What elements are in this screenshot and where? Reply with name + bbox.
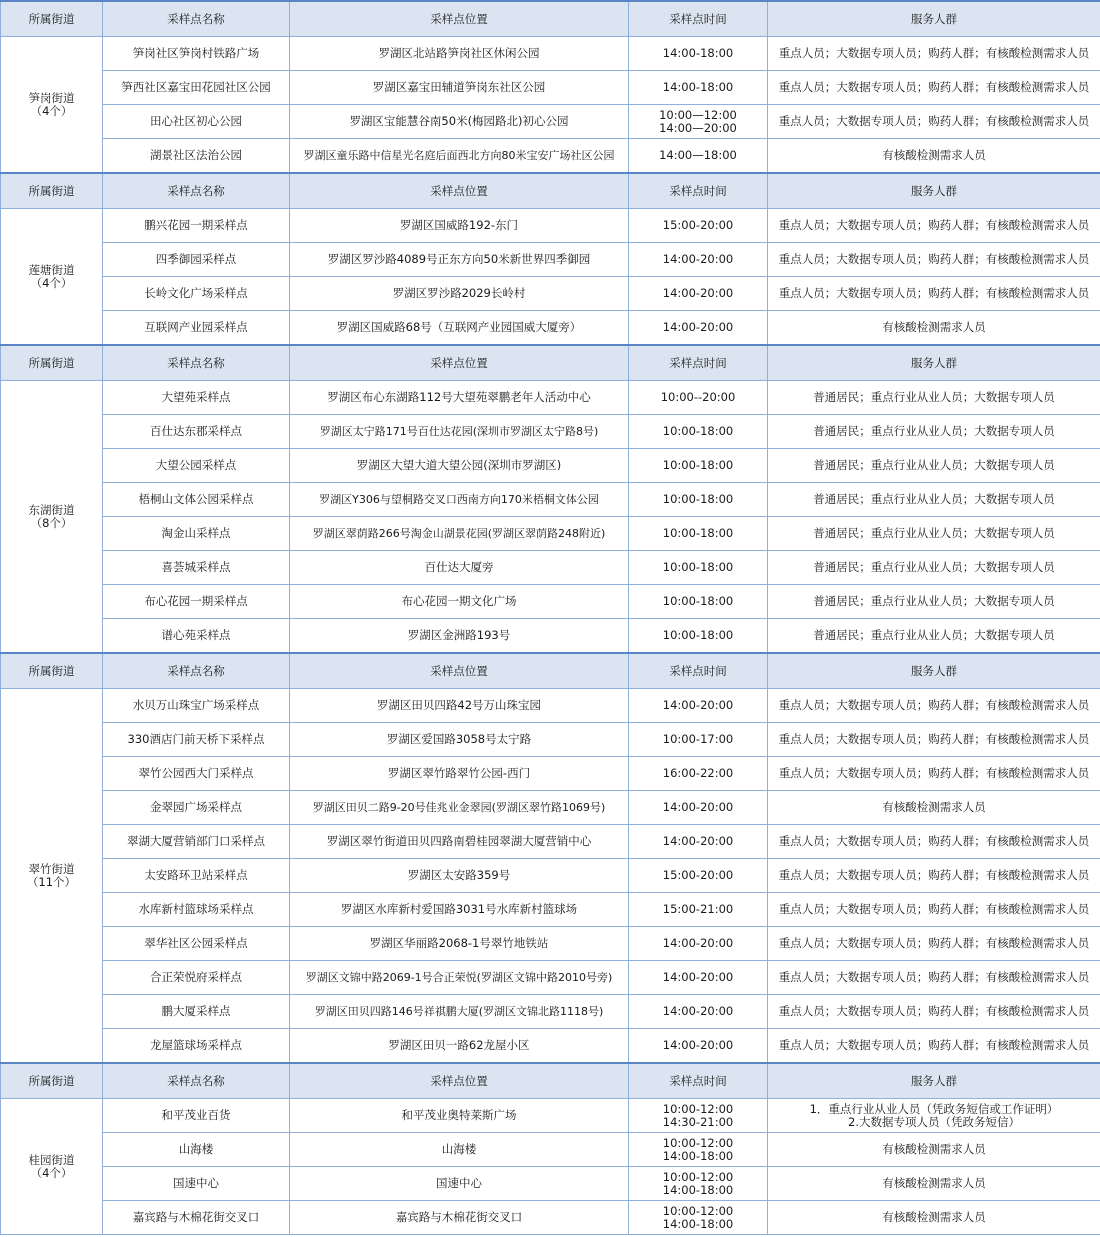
header-site-location: 采样点位置 — [290, 653, 629, 689]
service-group-cell: 普通居民；重点行业从业人员；大数据专项人员 — [768, 551, 1100, 585]
site-name-cell: 水贝万山珠宝广场采样点 — [103, 689, 290, 723]
site-location-cell: 罗湖区大望大道大望公园(深圳市罗湖区) — [290, 449, 629, 483]
site-location-cell: 罗湖区宝能慧谷南50米(梅园路北)初心公园 — [290, 105, 629, 139]
site-time-cell: 14:00-20:00 — [629, 791, 768, 825]
street-count: （8个） — [30, 515, 73, 530]
site-time-cell-line: 14:30-21:00 — [662, 1114, 734, 1129]
table-row — [1, 927, 1100, 961]
site-location-cell: 百仕达大厦旁 — [290, 551, 629, 585]
service-group-cell: 重点人员；大数据专项人员；购药人群；有核酸检测需求人员 — [768, 37, 1100, 71]
site-time-cell: 14:00-20:00 — [629, 311, 768, 346]
site-location-cell: 罗湖区田贝一路62龙屋小区 — [290, 1029, 629, 1064]
site-location-cell: 罗湖区Y306与望桐路交叉口西南方向170米梧桐文体公园 — [290, 483, 629, 517]
header-site-time: 采样点时间 — [629, 345, 768, 381]
table-row — [1, 37, 1100, 71]
site-name-cell: 国速中心 — [103, 1167, 290, 1201]
site-time-cell — [629, 105, 768, 139]
site-location-cell: 嘉宾路与木棉花街交叉口 — [290, 1201, 629, 1235]
site-name-cell: 长岭文化广场采样点 — [103, 277, 290, 311]
service-group-cell: 重点人员；大数据专项人员；购药人群；有核酸检测需求人员 — [768, 893, 1100, 927]
street-count: （4个） — [30, 1165, 73, 1180]
site-name-cell: 互联网产业园采样点 — [103, 311, 290, 346]
site-time-cell-line: 14:00-18:00 — [662, 1216, 734, 1231]
table-body — [1, 1, 1100, 1235]
header-site-location: 采样点位置 — [290, 345, 629, 381]
site-location-cell: 罗湖区北站路笋岗社区休闲公园 — [290, 37, 629, 71]
table-row — [1, 893, 1100, 927]
service-group-cell: 重点人员；大数据专项人员；购药人群；有核酸检测需求人员 — [768, 961, 1100, 995]
site-name-cell: 布心花园一期采样点 — [103, 585, 290, 619]
street-count: （11个） — [26, 874, 77, 889]
table-row — [1, 415, 1100, 449]
header-service-group: 服务人群 — [768, 653, 1100, 689]
site-time-cell — [629, 1133, 768, 1167]
service-group-cell: 有核酸检测需求人员 — [768, 139, 1100, 174]
site-time-cell: 10:00-18:00 — [629, 415, 768, 449]
street-cell — [1, 37, 103, 174]
site-time-cell: 16:00-22:00 — [629, 757, 768, 791]
site-time-cell: 14:00-20:00 — [629, 689, 768, 723]
site-time-cell: 15:00-20:00 — [629, 209, 768, 243]
site-location-cell: 罗湖区罗沙路2029长岭村 — [290, 277, 629, 311]
service-group-cell: 重点人员；大数据专项人员；购药人群；有核酸检测需求人员 — [768, 243, 1100, 277]
site-location-cell: 山海楼 — [290, 1133, 629, 1167]
header-row — [1, 653, 1100, 689]
site-location-cell: 罗湖区翠竹街道田贝四路南碧桂园翠湖大厦营销中心 — [290, 825, 629, 859]
table-row — [1, 381, 1100, 415]
site-time-cell — [629, 1167, 768, 1201]
site-time-cell: 10:00-18:00 — [629, 585, 768, 619]
table-row — [1, 757, 1100, 791]
site-time-cell: 14:00-20:00 — [629, 927, 768, 961]
site-name-cell: 太安路环卫站采样点 — [103, 859, 290, 893]
site-time-cell-line: 14:00-18:00 — [662, 1148, 734, 1163]
site-time-cell: 10:00-18:00 — [629, 551, 768, 585]
header-service-group: 服务人群 — [768, 173, 1100, 209]
table-row — [1, 551, 1100, 585]
site-location-cell: 罗湖区翠荫路266号淘金山湖景花园(罗湖区翠荫路248附近) — [290, 517, 629, 551]
site-name-cell: 合正荣悦府采样点 — [103, 961, 290, 995]
site-time-cell: 14:00-18:00 — [629, 37, 768, 71]
table-row — [1, 995, 1100, 1029]
street-cell — [1, 381, 103, 654]
site-name-cell: 梧桐山文体公园采样点 — [103, 483, 290, 517]
site-name-cell: 大望苑采样点 — [103, 381, 290, 415]
site-time-cell-line: 10:00-12:00 — [662, 1204, 734, 1218]
site-name-cell: 鹏大厦采样点 — [103, 995, 290, 1029]
site-name-cell: 330酒店门前天桥下采样点 — [103, 723, 290, 757]
site-location-cell: 罗湖区嘉宝田辅道笋岗东社区公园 — [290, 71, 629, 105]
service-group-cell: 重点人员；大数据专项人员；购药人群；有核酸检测需求人员 — [768, 757, 1100, 791]
site-time-cell: 14:00-20:00 — [629, 995, 768, 1029]
site-name-cell: 山海楼 — [103, 1133, 290, 1167]
site-location-cell: 布心花园一期文化广场 — [290, 585, 629, 619]
table-row — [1, 277, 1100, 311]
header-site-time: 采样点时间 — [629, 1, 768, 37]
service-group-cell: 普通居民；重点行业从业人员；大数据专项人员 — [768, 585, 1100, 619]
site-name-cell: 鹏兴花园一期采样点 — [103, 209, 290, 243]
service-group-cell: 重点人员；大数据专项人员；购药人群；有核酸检测需求人员 — [768, 859, 1100, 893]
street-count: （4个） — [30, 275, 73, 290]
service-group-cell — [768, 1099, 1100, 1133]
header-service-group: 服务人群 — [768, 1, 1100, 37]
site-name-cell: 大望公园采样点 — [103, 449, 290, 483]
header-street: 所属街道 — [1, 173, 103, 209]
table-row — [1, 723, 1100, 757]
street-name: 桂园街道 — [28, 1152, 75, 1167]
site-name-cell: 四季御园采样点 — [103, 243, 290, 277]
site-location-cell: 罗湖区国威路68号（互联网产业园国威大厦旁） — [290, 311, 629, 346]
site-time-cell: 10:00-18:00 — [629, 619, 768, 654]
header-service-group: 服务人群 — [768, 345, 1100, 381]
site-location-cell: 罗湖区太宁路171号百仕达花园(深圳市罗湖区太宁路8号) — [290, 415, 629, 449]
site-location-cell: 罗湖区国威路192-东门 — [290, 209, 629, 243]
table-row — [1, 517, 1100, 551]
service-group-cell: 普通居民；重点行业从业人员；大数据专项人员 — [768, 517, 1100, 551]
site-time-cell: 14:00-20:00 — [629, 277, 768, 311]
table-row — [1, 961, 1100, 995]
service-group-cell: 普通居民；重点行业从业人员；大数据专项人员 — [768, 449, 1100, 483]
service-group-cell: 重点人员；大数据专项人员；购药人群；有核酸检测需求人员 — [768, 277, 1100, 311]
table-row — [1, 71, 1100, 105]
site-time-cell: 14:00-20:00 — [629, 961, 768, 995]
site-time-cell: 14:00-20:00 — [629, 1029, 768, 1064]
site-location-cell: 国速中心 — [290, 1167, 629, 1201]
site-time-cell-line: 10:00—12:00 — [659, 108, 737, 122]
site-location-cell: 罗湖区田贝二路9-20号佳兆业金翠园(罗湖区翠竹路1069号) — [290, 791, 629, 825]
site-location-cell: 罗湖区华丽路2068-1号翠竹地铁站 — [290, 927, 629, 961]
site-location-cell: 罗湖区文锦中路2069-1号合正荣悦(罗湖区文锦中路2010号旁) — [290, 961, 629, 995]
service-group-cell: 普通居民；重点行业从业人员；大数据专项人员 — [768, 415, 1100, 449]
street-name: 东湖街道 — [28, 502, 75, 517]
site-time-cell-line: 14:00—20:00 — [659, 120, 737, 135]
header-street: 所属街道 — [1, 1063, 103, 1099]
site-location-cell: 罗湖区布心东湖路112号大望苑翠鹏老年人活动中心 — [290, 381, 629, 415]
header-site-name: 采样点名称 — [103, 1063, 290, 1099]
table-row — [1, 791, 1100, 825]
table-row — [1, 139, 1100, 174]
service-group-cell: 有核酸检测需求人员 — [768, 311, 1100, 346]
table-row — [1, 689, 1100, 723]
site-name-cell: 翠竹公园西大门采样点 — [103, 757, 290, 791]
site-time-cell: 10:00-18:00 — [629, 517, 768, 551]
service-group-cell: 普通居民；重点行业从业人员；大数据专项人员 — [768, 381, 1100, 415]
site-time-cell: 10:00-17:00 — [629, 723, 768, 757]
street-cell — [1, 1099, 103, 1235]
site-name-cell: 翠湖大厦营销部门口采样点 — [103, 825, 290, 859]
site-name-cell: 水库新村篮球场采样点 — [103, 893, 290, 927]
site-name-cell: 龙屋篮球场采样点 — [103, 1029, 290, 1064]
header-site-time: 采样点时间 — [629, 653, 768, 689]
service-group-cell: 有核酸检测需求人员 — [768, 1167, 1100, 1201]
site-time-cell: 15:00-21:00 — [629, 893, 768, 927]
service-group-cell: 重点人员；大数据专项人员；购药人群；有核酸检测需求人员 — [768, 105, 1100, 139]
header-row — [1, 345, 1100, 381]
site-time-cell: 14:00-20:00 — [629, 243, 768, 277]
street-name: 莲塘街道 — [28, 262, 75, 277]
header-street: 所属街道 — [1, 345, 103, 381]
header-street: 所属街道 — [1, 1, 103, 37]
site-location-cell: 罗湖区爱国路3058号太宁路 — [290, 723, 629, 757]
site-location-cell: 罗湖区太安路359号 — [290, 859, 629, 893]
street-name: 翠竹街道 — [28, 861, 75, 876]
table-row — [1, 209, 1100, 243]
street-cell — [1, 689, 103, 1064]
table-row — [1, 1099, 1100, 1133]
header-row — [1, 1, 1100, 37]
street-cell — [1, 209, 103, 346]
site-location-cell: 罗湖区金洲路193号 — [290, 619, 629, 654]
site-location-cell: 罗湖区田贝四路42号万山珠宝园 — [290, 689, 629, 723]
header-site-name: 采样点名称 — [103, 345, 290, 381]
table-row — [1, 243, 1100, 277]
table-row — [1, 105, 1100, 139]
site-time-cell: 15:00-20:00 — [629, 859, 768, 893]
service-group-cell: 重点人员；大数据专项人员；购药人群；有核酸检测需求人员 — [768, 209, 1100, 243]
site-time-cell-line: 14:00-18:00 — [662, 1182, 734, 1197]
table-row — [1, 825, 1100, 859]
site-name-cell: 淘金山采样点 — [103, 517, 290, 551]
site-name-cell: 田心社区初心公园 — [103, 105, 290, 139]
header-site-name: 采样点名称 — [103, 173, 290, 209]
table-row — [1, 483, 1100, 517]
site-name-cell: 喜荟城采样点 — [103, 551, 290, 585]
header-site-name: 采样点名称 — [103, 653, 290, 689]
site-location-cell: 罗湖区罗沙路4089号正东方向50米新世界四季御园 — [290, 243, 629, 277]
service-group-cell: 重点人员；大数据专项人员；购药人群；有核酸检测需求人员 — [768, 825, 1100, 859]
service-group-cell: 重点人员；大数据专项人员；购药人群；有核酸检测需求人员 — [768, 927, 1100, 961]
service-group-cell: 有核酸检测需求人员 — [768, 1201, 1100, 1235]
site-time-cell: 14:00-18:00 — [629, 71, 768, 105]
site-location-cell: 罗湖区田贝四路146号祥祺鹏大厦(罗湖区文锦北路1118号) — [290, 995, 629, 1029]
site-time-cell: 14:00-20:00 — [629, 825, 768, 859]
table-row — [1, 1167, 1100, 1201]
site-location-cell: 罗湖区童乐路中信星光名庭后面西北方向80米宝安广场社区公园 — [290, 139, 629, 174]
service-group-cell: 重点人员；大数据专项人员；购药人群；有核酸检测需求人员 — [768, 1029, 1100, 1064]
site-time-cell: 10:00-18:00 — [629, 483, 768, 517]
site-time-cell — [629, 1201, 768, 1235]
service-group-cell-line: 1．重点行业从业人员（凭政务短信或工作证明） — [809, 1102, 1059, 1116]
service-group-cell: 有核酸检测需求人员 — [768, 1133, 1100, 1167]
table-row — [1, 1029, 1100, 1064]
table-row — [1, 859, 1100, 893]
service-group-cell: 普通居民；重点行业从业人员；大数据专项人员 — [768, 619, 1100, 654]
table-row — [1, 619, 1100, 654]
site-time-cell-line: 10:00-12:00 — [662, 1102, 734, 1116]
site-name-cell: 笋岗社区笋岗村铁路广场 — [103, 37, 290, 71]
service-group-cell-line: 2.大数据专项人员（凭政务短信） — [848, 1114, 1020, 1129]
site-time-cell — [629, 1099, 768, 1133]
site-name-cell: 翠华社区公园采样点 — [103, 927, 290, 961]
service-group-cell: 普通居民；重点行业从业人员；大数据专项人员 — [768, 483, 1100, 517]
table-row — [1, 1201, 1100, 1235]
header-service-group: 服务人群 — [768, 1063, 1100, 1099]
site-name-cell: 湖景社区法治公园 — [103, 139, 290, 174]
header-site-location: 采样点位置 — [290, 173, 629, 209]
service-group-cell: 重点人员；大数据专项人员；购药人群；有核酸检测需求人员 — [768, 723, 1100, 757]
site-location-cell: 罗湖区翠竹路翠竹公园-西门 — [290, 757, 629, 791]
site-time-cell: 10:00-18:00 — [629, 449, 768, 483]
header-row — [1, 1063, 1100, 1099]
service-group-cell: 重点人员；大数据专项人员；购药人群；有核酸检测需求人员 — [768, 995, 1100, 1029]
street-name: 笋岗街道 — [28, 90, 75, 105]
site-time-cell-line: 10:00-12:00 — [662, 1170, 734, 1184]
street-count: （4个） — [30, 103, 73, 118]
header-row — [1, 173, 1100, 209]
site-location-cell: 和平茂业奥特莱斯广场 — [290, 1099, 629, 1133]
site-time-cell: 14:00—18:00 — [629, 139, 768, 174]
header-site-time: 采样点时间 — [629, 1063, 768, 1099]
header-site-name: 采样点名称 — [103, 1, 290, 37]
site-name-cell: 嘉宾路与木棉花街交叉口 — [103, 1201, 290, 1235]
header-street: 所属街道 — [1, 653, 103, 689]
service-group-cell: 有核酸检测需求人员 — [768, 791, 1100, 825]
site-name-cell: 和平茂业百货 — [103, 1099, 290, 1133]
site-name-cell: 金翠园广场采样点 — [103, 791, 290, 825]
header-site-time: 采样点时间 — [629, 173, 768, 209]
header-site-location: 采样点位置 — [290, 1063, 629, 1099]
site-time-cell: 10:00--20:00 — [629, 381, 768, 415]
table-row — [1, 1133, 1100, 1167]
site-name-cell: 笋西社区嘉宝田花园社区公园 — [103, 71, 290, 105]
table-row — [1, 311, 1100, 346]
service-group-cell: 重点人员；大数据专项人员；购药人群；有核酸检测需求人员 — [768, 689, 1100, 723]
site-name-cell: 谱心苑采样点 — [103, 619, 290, 654]
site-location-cell: 罗湖区水库新村爱国路3031号水库新村篮球场 — [290, 893, 629, 927]
header-site-location: 采样点位置 — [290, 1, 629, 37]
service-group-cell: 重点人员；大数据专项人员；购药人群；有核酸检测需求人员 — [768, 71, 1100, 105]
table-row — [1, 585, 1100, 619]
site-name-cell: 百仕达东郡采样点 — [103, 415, 290, 449]
table-row — [1, 449, 1100, 483]
site-time-cell-line: 10:00-12:00 — [662, 1136, 734, 1150]
